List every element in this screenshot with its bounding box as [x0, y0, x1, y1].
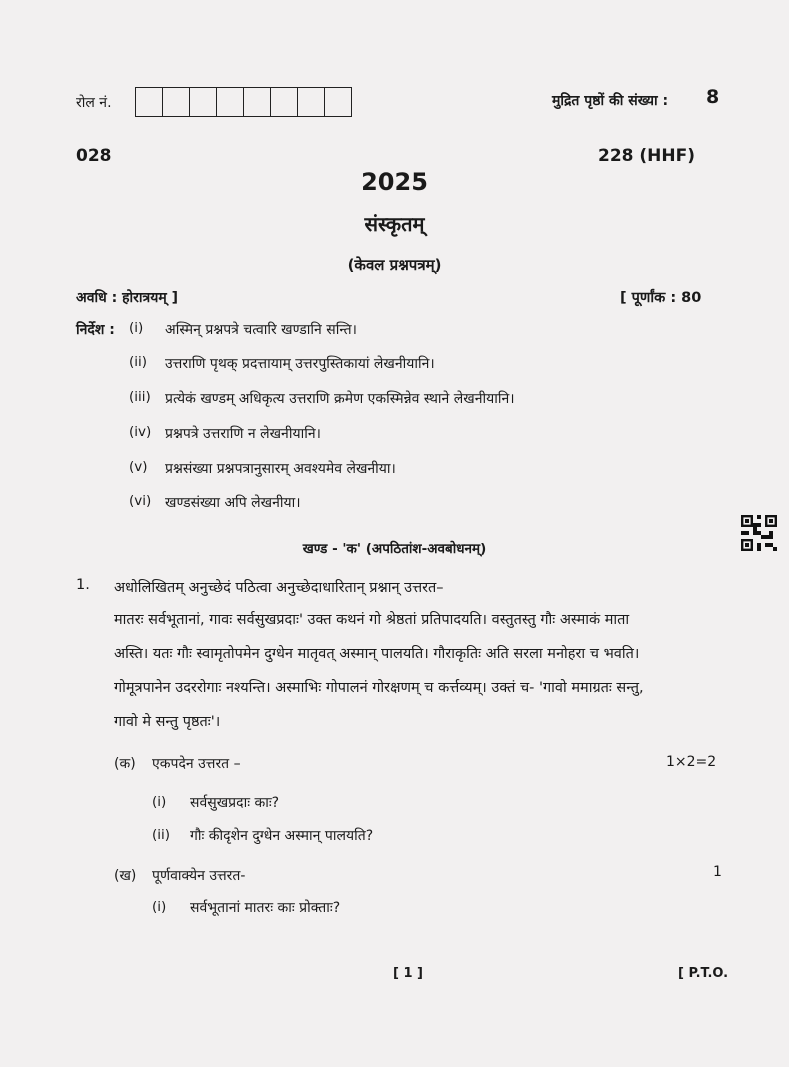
instruction-text: खण्डसंख्या अपि लेखनीया। [165, 495, 301, 511]
printed-pages-value: 8 [706, 86, 720, 108]
roll-number-box [162, 87, 190, 117]
question-number: 1. [76, 577, 90, 593]
roll-number-box [324, 87, 352, 117]
paper-code-right: 228 (HHF) [598, 146, 696, 166]
sub-question-num: (i) [152, 899, 167, 915]
paper-code-left: 028 [76, 146, 112, 166]
instruction-text: प्रश्नसंख्या प्रश्नपत्रानुसारम् अवश्यमेव लेखनीया। [165, 461, 396, 477]
sub-question-num: (i) [152, 794, 167, 810]
question-passage [114, 603, 726, 739]
passage-line: गोमूत्रपानेन उदररोगाः नश्यन्ति। अस्माभिः गोपालनं गोरक्षणम् च कर्त्तव्यम्। उक्तं च- 'गावो ममाग्रतः सन्तु, [114, 680, 644, 696]
instruction-text: प्रश्नपत्रे उत्तराणि न लेखनीयानि। [165, 426, 321, 442]
section-title: खण्ड - 'क' (अपठितांश-अवबोधनम्) [302, 541, 487, 557]
instruction-num: (iv) [129, 424, 152, 440]
roll-number-label: रोल नं. [76, 95, 112, 111]
max-marks: [ पूर्णांक : 80 [620, 290, 702, 306]
roll-number-box [216, 87, 244, 117]
instruction-text: उत्तराणि पृथक् प्रदत्तायाम् उत्तरपुस्तिकायां लेखनीयानि। [165, 356, 435, 372]
sub-question-text: सर्वभूतानां मातरः काः प्रोक्ताः? [190, 900, 341, 916]
sub-question-num: (ii) [152, 827, 171, 843]
roll-number-box [135, 87, 163, 117]
instruction-num: (vi) [129, 493, 152, 509]
instruction-text: प्रत्येकं खण्डम् अधिकृत्य उत्तराणि क्रमेण एकस्मिन्नेव स्थाने लेखनीयानि। [165, 391, 515, 407]
roll-number-box [270, 87, 298, 117]
sub-question-text: गौः कीदृशेन दुग्धेन अस्मान् पालयति? [190, 828, 374, 844]
passage-line: अस्ति। यतः गौः स्वामृतोपमेन दुग्धेन मातृवत् अस्मान् पालयति। गौराकृतिः अति सरला मनोहरा च भवति। [114, 646, 640, 662]
printed-pages-label: मुद्रित पृष्ठों की संख्या : [552, 93, 669, 109]
duration: अवधि : होरात्रयम् ] [76, 290, 178, 306]
instructions-label: निर्देश : [76, 322, 115, 338]
instruction-num: (iii) [129, 389, 151, 405]
part-marks: 1 [713, 864, 722, 880]
passage-line: गावो मे सन्तु पृष्ठतः'। [114, 714, 221, 730]
roll-number-box [189, 87, 217, 117]
page-number: [ 1 ] [393, 966, 423, 981]
instruction-text: अस्मिन् प्रश्नपत्रे चत्वारि खण्डानि सन्ति। [165, 322, 357, 338]
roll-number-box [297, 87, 325, 117]
part-instruction: पूर्णवाक्येन उत्तरत- [152, 868, 246, 884]
pto-note: [ P.T.O. [678, 966, 729, 981]
subject-title: संस्कृतम् [364, 212, 425, 236]
roll-number-boxes [135, 87, 351, 117]
exam-year: 2025 [361, 168, 428, 196]
instruction-num: (i) [129, 320, 144, 336]
instruction-num: (ii) [129, 354, 148, 370]
part-label: (क) [114, 756, 136, 772]
paper-type: (केवल प्रश्नपत्रम्) [347, 256, 442, 274]
instruction-num: (v) [129, 459, 148, 475]
sub-question-text: सर्वसुखप्रदाः काः? [190, 795, 280, 811]
part-label: (ख) [114, 868, 137, 884]
part-marks: 1×2=2 [666, 754, 717, 770]
passage-line: मातरः सर्वभूतानां, गावः सर्वसुखप्रदाः' उक्त कथनं गो श्रेष्ठतां प्रतिपादयति। वस्तुतस्तु गौः अस्माकं माता [114, 612, 630, 628]
roll-number-box [243, 87, 271, 117]
question-prompt: अधोलिखितम् अनुच्छेदं पठित्वा अनुच्छेदाधारितान् प्रश्नान् उत्तरत– [114, 580, 444, 596]
part-instruction: एकपदेन उत्तरत – [152, 756, 241, 772]
